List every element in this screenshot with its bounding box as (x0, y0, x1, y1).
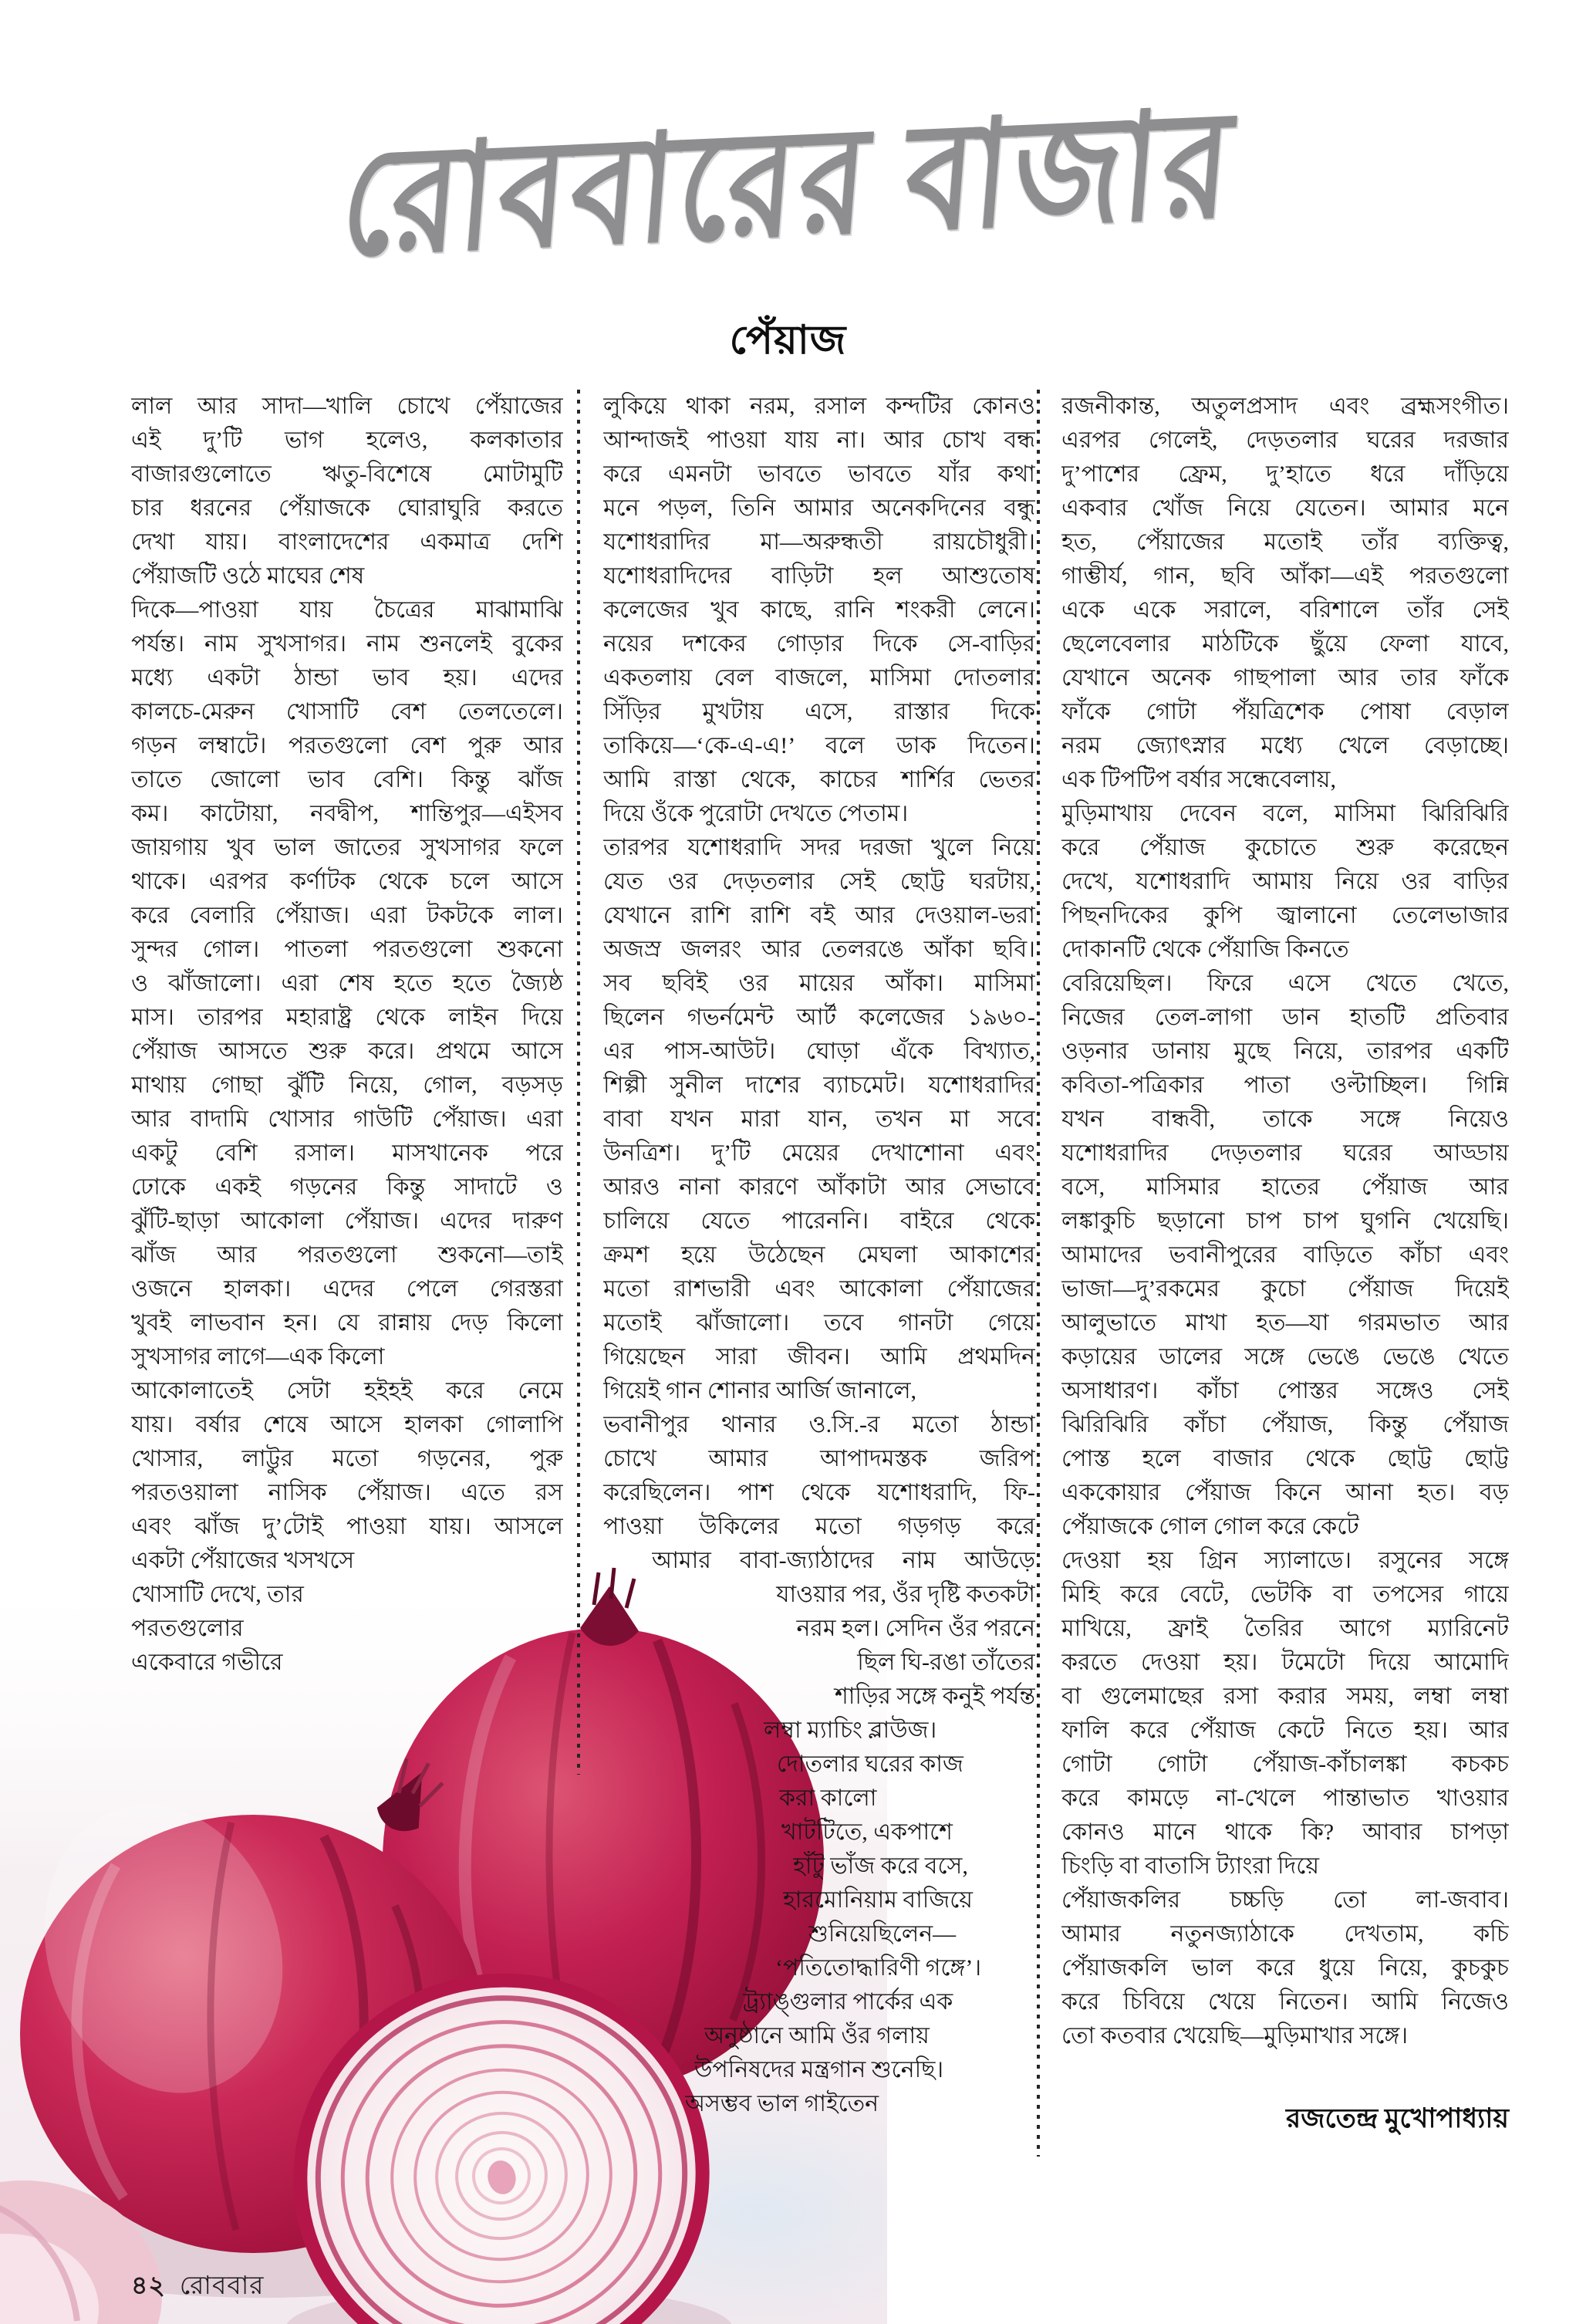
text-line: কালচে-মেরুন খোসাটি বেশ তেলতেলে। (131, 699, 563, 725)
text-line: পরতগুলোর (131, 1616, 244, 1641)
text-line: দেখে, যশোধরাদি আমায় নিয়ে ওর বাড়ির (1061, 869, 1509, 894)
text-line: মতোই ঝাঁজালো। তবে গানটা গেয়ে (603, 1310, 1035, 1336)
text-line: উনত্রিশ। দু’টি মেয়ের দেখাশোনা এবং (603, 1140, 1035, 1166)
text-line: সুখসাগর লাগে—এক কিলো (131, 1344, 385, 1370)
magazine-name: রোববার (179, 2272, 265, 2300)
text-line: বা গুলেমাছের রসা করার সময়, লম্বা লম্বা (1061, 1684, 1509, 1709)
text-line: সুন্দর গোল। পাতলা পরতগুলো শুকনো (131, 937, 563, 962)
text-line: নরম জ্যোৎস্নার মধ্যে খেলে বেড়াচ্ছে। (1061, 733, 1509, 758)
text-line: দেওয়া হয় গ্রিন স্যালাডে। রসুনের সঙ্গে (1061, 1548, 1509, 1573)
text-line: অনুষ্ঠানে আমি ওঁর গলায় (704, 2023, 930, 2049)
text-line: করে এমনটা ভাবতে ভাবতে যাঁর কথা (603, 461, 1035, 487)
text-line: হাঁটু ভাঁজ করে বসে, (793, 1853, 968, 1879)
text-line: পেঁয়াজকলি ভাল করে ধুয়ে নিয়ে, কুচকুচ (1061, 1955, 1509, 1981)
text-line: করে কামড়ে না-খেলে পান্তাভাত খাওয়ার (1061, 1785, 1509, 1811)
text-line: যশোধরাদির মা—অরুন্ধতী রায়চৌধুরী। (603, 529, 1035, 555)
text-line: ফাঁকে গোটা পঁয়ত্রিশেক পোষা বেড়াল (1061, 699, 1509, 725)
text-line: শাড়ির সঙ্গে কনুই পর্যন্ত (834, 1684, 1035, 1709)
text-column-3 (1061, 390, 1509, 2053)
text-line: গাম্ভীর্য, গান, ছবি আঁকা—এই পরতগুলো (1061, 563, 1509, 589)
text-line: উপনিষদের মন্ত্রগান শুনেছি। (694, 2057, 944, 2082)
text-line: কোনও মানে থাকে কি? আবার চাপড়া (1061, 1819, 1509, 1845)
page-footer (131, 2265, 264, 2309)
text-line: আলুভাতে মাখা হত—যা গরমভাত আর (1061, 1310, 1509, 1336)
text-column-2 (603, 390, 1035, 2121)
text-line: মধ্যে একটা ঠান্ডা ভাব হয়। এদের (131, 665, 563, 691)
text-line: চোখে আমার আপাদমস্তক জরিপ (603, 1446, 1035, 1471)
text-line: একে একে সরালে, বরিশালে তাঁর সেই (1061, 597, 1509, 623)
text-line: মাখিয়ে, ফ্রাই তৈরির আগে ম্যারিনেট (1061, 1616, 1509, 1641)
text-line: গোটা গোটা পেঁয়াজ-কাঁচালঙ্কা কচকচ (1061, 1751, 1509, 1777)
page-number: ৪২ (131, 2272, 166, 2300)
text-line: পেঁয়াজকে গোল গোল করে কেটে (1061, 1514, 1359, 1539)
text-line: গিয়েছেন সারা জীবন। আমি প্রথমদিন (603, 1344, 1035, 1370)
text-line: পরতওয়ালা নাসিক পেঁয়াজ। এতে রস (131, 1480, 563, 1505)
masthead-calligraphy: রোববারের বাজার (336, 83, 1241, 288)
text-line: গড়ন লম্বাটে। পরতগুলো বেশ পুরু আর (131, 733, 563, 758)
text-line: এবং ঝাঁজ দু’টোই পাওয়া যায়। আসলে (131, 1514, 563, 1539)
text-line: শুনিয়েছিলেন— (808, 1921, 957, 1947)
author-byline: রজতেন্দ্র মুখোপাধ্যায় (1285, 2103, 1509, 2133)
text-line: ক্রমশ হয়ে উঠেছেন মেঘলা আকাশের (603, 1242, 1035, 1268)
text-line: ঝিরিঝিরি কাঁচা পেঁয়াজ, কিন্তু পেঁয়াজ (1061, 1412, 1509, 1437)
text-line: মিহি করে বেটে, ভেটকি বা তপসের গায়ে (1061, 1582, 1509, 1607)
text-line: কম। কাটোয়া, নবদ্বীপ, শান্তিপুর—এইসব (131, 801, 563, 826)
text-line: ভবানীপুর থানার ও.সি.-র মতো ঠান্ডা (603, 1412, 1035, 1437)
text-line: মতো রাশভারী এবং আকোলা পেঁয়াজের (603, 1276, 1035, 1302)
text-line: এর পাস-আউট। ঘোড়া এঁকে বিখ্যাত, (603, 1039, 1035, 1064)
text-line: দোতলার ঘরের কাজ (777, 1751, 963, 1777)
text-line: সব ছবিই ওর মায়ের আঁকা। মাসিমা (603, 971, 1035, 996)
text-line: করেছিলেন। পাশ থেকে যশোধরাদি, ফি- (603, 1480, 1035, 1505)
text-line: মনে পড়ল, তিনি আমার অনেকদিনের বন্ধু (603, 495, 1035, 521)
text-line: বসে, মাসিমার হাতের পেঁয়াজ আর (1061, 1174, 1509, 1200)
text-line: জায়গায় খুব ভাল জাতের সুখসাগর ফলে (131, 835, 563, 860)
text-line: যাওয়ার পর, ওঁর দৃষ্টি কতকটা (776, 1582, 1035, 1607)
text-line: লুকিয়ে থাকা নরম, রসাল কন্দটির কোনও (603, 394, 1035, 419)
text-line: হারমোনিয়াম বাজিয়ে (783, 1887, 973, 1913)
text-line: অজস্র জলরং আর তেলরঙে আঁকা ছবি। (603, 937, 1035, 962)
text-line: একটু বেশি রসাল। মাসখানেক পরে (131, 1140, 563, 1166)
text-line: এককোয়ার পেঁয়াজ কিনে আনা হত। বড় (1061, 1480, 1509, 1505)
text-line: চার ধরনের পেঁয়াজকে ঘোরাঘুরি করতে (131, 495, 563, 521)
text-line: শিল্পী সুনীল দাশের ব্যাচমেট। যশোধরাদির (603, 1072, 1035, 1098)
text-line: পেঁয়াজটি ওঠে মাঘের শেষ (131, 563, 365, 589)
text-line: ট্র্যাঙ্গুলার পার্কের এক (743, 1989, 953, 2015)
text-line: অসাধারণ। কাঁচা পোস্তর সঙ্গেও সেই (1061, 1378, 1509, 1404)
column-divider (577, 390, 580, 1775)
text-line: একতলায় বেল বাজলে, মাসিমা দোতলার (603, 665, 1035, 691)
text-line: পেঁয়াজকলির চচ্চড়ি তো লা-জবাব। (1061, 1887, 1509, 1913)
text-line: চিংড়ি বা বাতাসি ট্যাংরা দিয়ে (1061, 1853, 1320, 1879)
text-line: যখন বান্ধবী, তাকে সঙ্গে নিয়েও (1061, 1106, 1509, 1132)
text-line: কবিতা-পত্রিকার পাতা ওল্টাচ্ছিল। গিন্নি (1061, 1072, 1509, 1098)
text-line: কলেজের খুব কাছে, রানি শংকরী লেনে। (603, 597, 1035, 623)
text-line: ঝুঁটি-ছাড়া আকোলা পেঁয়াজ। এদের দারুণ (131, 1208, 563, 1234)
text-line: করে চিবিয়ে খেয়ে নিতেন। আমি নিজেও (1061, 1989, 1509, 2015)
text-line: দিয়ে ওঁকে পুরোটা দেখতে পেতাম। (603, 801, 909, 826)
text-line: আমার বাবা-জ্যাঠাদের নাম আউড়ে (652, 1548, 1035, 1573)
text-line: বাজারগুলোতে ঋতু-বিশেষে মোটামুটি (131, 461, 563, 487)
text-line: করে পেঁয়াজ কুচোতে শুরু করেছেন (1061, 835, 1509, 860)
text-line: ভাজা—দু’রকমের কুচো পেঁয়াজ দিয়েই (1061, 1276, 1509, 1302)
text-line: ঢোকে একই গড়নের কিন্তু সাদাটে ও (131, 1174, 563, 1200)
text-line: আকোলাতেই সেটা হইহই করে নেমে (131, 1378, 563, 1404)
text-line: এক টিপটিপ বর্ষার সন্ধেবেলায়, (1061, 767, 1336, 792)
text-line: মাস। তারপর মহারাষ্ট্র থেকে লাইন দিয়ে (131, 1005, 563, 1030)
text-line: দেখা যায়। বাংলাদেশের একমাত্র দেশি (131, 529, 563, 555)
text-line: চালিয়ে যেতে পারেননি। বাইরে থেকে (603, 1208, 1035, 1234)
text-line: যায়। বর্ষার শেষে আসে হালকা গোলাপি (131, 1412, 563, 1437)
text-line: একেবারে গভীরে (131, 1650, 283, 1675)
text-line: বেরিয়েছিল। ফিরে এসে খেতে খেতে, (1061, 971, 1509, 996)
text-line: ও ঝাঁজালো। এরা শেষ হতে হতে জ্যৈষ্ঠ (131, 971, 563, 996)
text-line: আন্দাজই পাওয়া যায় না। আর চোখ বন্ধ (603, 427, 1035, 453)
text-line: পেঁয়াজ আসতে শুরু করে। প্রথমে আসে (131, 1039, 563, 1064)
text-line: খোসার, লাট্টুর মতো গড়নের, পুরু (131, 1446, 563, 1471)
text-line: দোকানটি থেকে পেঁয়াজি কিনতে (1061, 937, 1349, 962)
text-line: আমার নতুনজ্যাঠাকে দেখতাম, কচি (1061, 1921, 1509, 1947)
text-line: ছেলেবেলার মাঠটিকে ছুঁয়ে ফেলা যাবে, (1061, 631, 1509, 657)
text-line: একটা পেঁয়াজের খসখসে (131, 1548, 355, 1573)
text-line: রজনীকান্ত, অতুলপ্রসাদ এবং ব্রহ্মসংগীত। (1061, 394, 1509, 419)
text-line: পাওয়া উকিলের মতো গড়গড় করে (603, 1514, 1035, 1539)
text-line: ‘পতিতোদ্ধারিণী গঙ্গে’। (775, 1955, 982, 1981)
text-line: নয়ের দশকের গোড়ার দিকে সে-বাড়ির (603, 631, 1035, 657)
text-line: যেত ওর দেড়তলার সেই ছোট্ট ঘরটায়, (603, 869, 1035, 894)
text-line: সিঁড়ির মুখটায় এসে, রাস্তার দিকে (603, 699, 1035, 725)
text-line: এই দু’টি ভাগ হলেও, কলকাতার (131, 427, 563, 453)
text-line: আমাদের ভবানীপুরের বাড়িতে কাঁচা এবং (1061, 1242, 1509, 1268)
text-line: তো কতবার খেয়েছি—মুড়িমাখার সঙ্গে। (1061, 2023, 1409, 2049)
text-line: আর বাদামি খোসার গাউটি পেঁয়াজ। এরা (131, 1106, 563, 1132)
text-line: লম্বা ম্যাচিং ব্লাউজ। (764, 1718, 937, 1743)
text-line: ওজনে হালকা। এদের পেলে গেরস্তরা (131, 1276, 563, 1302)
text-line: একবার খোঁজ নিয়ে যেতেন। আমার মনে (1061, 495, 1509, 521)
text-line: থাকে। এরপর কর্ণাটক থেকে চলে আসে (131, 869, 563, 894)
text-line: কড়ায়ের ডালের সঙ্গে ভেঙে ভেঙে খেতে (1061, 1344, 1509, 1370)
text-line: পিছনদিকের কুপি জ্বালানো তেলেভাজার (1061, 903, 1509, 928)
column-divider (1037, 390, 1040, 2157)
article-title: পেঁয়াজ (729, 319, 847, 363)
text-line: যেখানে অনেক গাছপালা আর তার ফাঁকে (1061, 665, 1509, 691)
text-line: লাল আর সাদা—খালি চোখে পেঁয়াজের (131, 394, 563, 419)
text-line: দু’পাশের ফ্রেম, দু’হাতে ধরে দাঁড়িয়ে (1061, 461, 1509, 487)
text-line: নরম হল। সেদিন ওঁর পরনে (796, 1616, 1035, 1641)
text-line: করা কালো (779, 1785, 877, 1811)
text-line: পর্যন্ত। নাম সুখসাগর। নাম শুনলেই বুকের (131, 631, 563, 657)
text-line: যশোধরাদির দেড়তলার ঘরের আড্ডায় (1061, 1140, 1509, 1166)
text-line: অসম্ভব ভাল গাইতেন (685, 2091, 879, 2116)
text-line: খোসাটি দেখে, তার (131, 1582, 304, 1607)
text-line: নিজের তেল-লাগা ডান হাতটি প্রতিবার (1061, 1005, 1509, 1030)
text-line: বাবা যখন মারা যান, তখন মা সবে (603, 1106, 1035, 1132)
text-line: করতে দেওয়া হয়। টমেটো দিয়ে আমোদি (1061, 1650, 1509, 1675)
text-line: লঙ্কাকুচি ছড়ানো চাপ চাপ ঘুগনি খেয়েছি। (1061, 1208, 1509, 1234)
text-line: আমি রাস্তা থেকে, কাচের শার্শির ভেতর (603, 767, 1035, 792)
text-line: খুবই লাভবান হন। যে রান্নায় দেড় কিলো (131, 1310, 563, 1336)
text-line: মুড়িমাখায় দেবেন বলে, মাসিমা ঝিরিঝিরি (1061, 801, 1509, 826)
text-line: ঝাঁজ আর পরতগুলো শুকনো—তাই (131, 1242, 563, 1268)
text-line: আরও নানা কারণে আঁকাটা আর সেভাবে (603, 1174, 1035, 1200)
text-line: ফালি করে পেঁয়াজ কেটে নিতে হয়। আর (1061, 1718, 1509, 1743)
text-line: যশোধরাদিদের বাড়িটা হল আশুতোষ (603, 563, 1035, 589)
text-line: ওড়নার ডানায় মুছে নিয়ে, তারপর একটি (1061, 1039, 1509, 1064)
text-line: যেখানে রাশি রাশি বই আর দেওয়াল-ভরা (603, 903, 1035, 928)
text-line: খাটটিতে, একপাশে (781, 1819, 953, 1845)
text-line: তাকিয়ে—‘কে-এ-এ!’ বলে ডাক দিতেন। (603, 733, 1035, 758)
text-line: দিকে—পাওয়া যায় চৈত্রের মাঝামাঝি (131, 597, 563, 623)
text-column-1 (131, 390, 563, 1680)
text-line: এরপর গেলেই, দেড়তলার ঘরের দরজার (1061, 427, 1509, 453)
text-line: তারপর যশোধরাদি সদর দরজা খুলে নিয়ে (603, 835, 1035, 860)
text-line: পোস্ত হলে বাজার থেকে ছোট্ট ছোট্ট (1061, 1446, 1509, 1471)
text-line: ছিল ঘি-রঙা তাঁতের (857, 1650, 1035, 1675)
text-line: করে বেলারি পেঁয়াজ। এরা টকটকে লাল। (131, 903, 563, 928)
text-line: হত, পেঁয়াজের মতোই তাঁর ব্যক্তিত্ব, (1061, 529, 1509, 555)
text-line: মাথায় গোছা ঝুঁটি নিয়ে, গোল, বড়সড় (131, 1072, 563, 1098)
text-line: গিয়েই গান শোনার আর্জি জানালে, (603, 1378, 917, 1404)
text-line: তাতে জোলো ভাব বেশি। কিন্তু ঝাঁজ (131, 767, 563, 792)
text-line: ছিলেন গভর্নমেন্ট আর্ট কলেজের ১৯৬০- (603, 1005, 1035, 1030)
